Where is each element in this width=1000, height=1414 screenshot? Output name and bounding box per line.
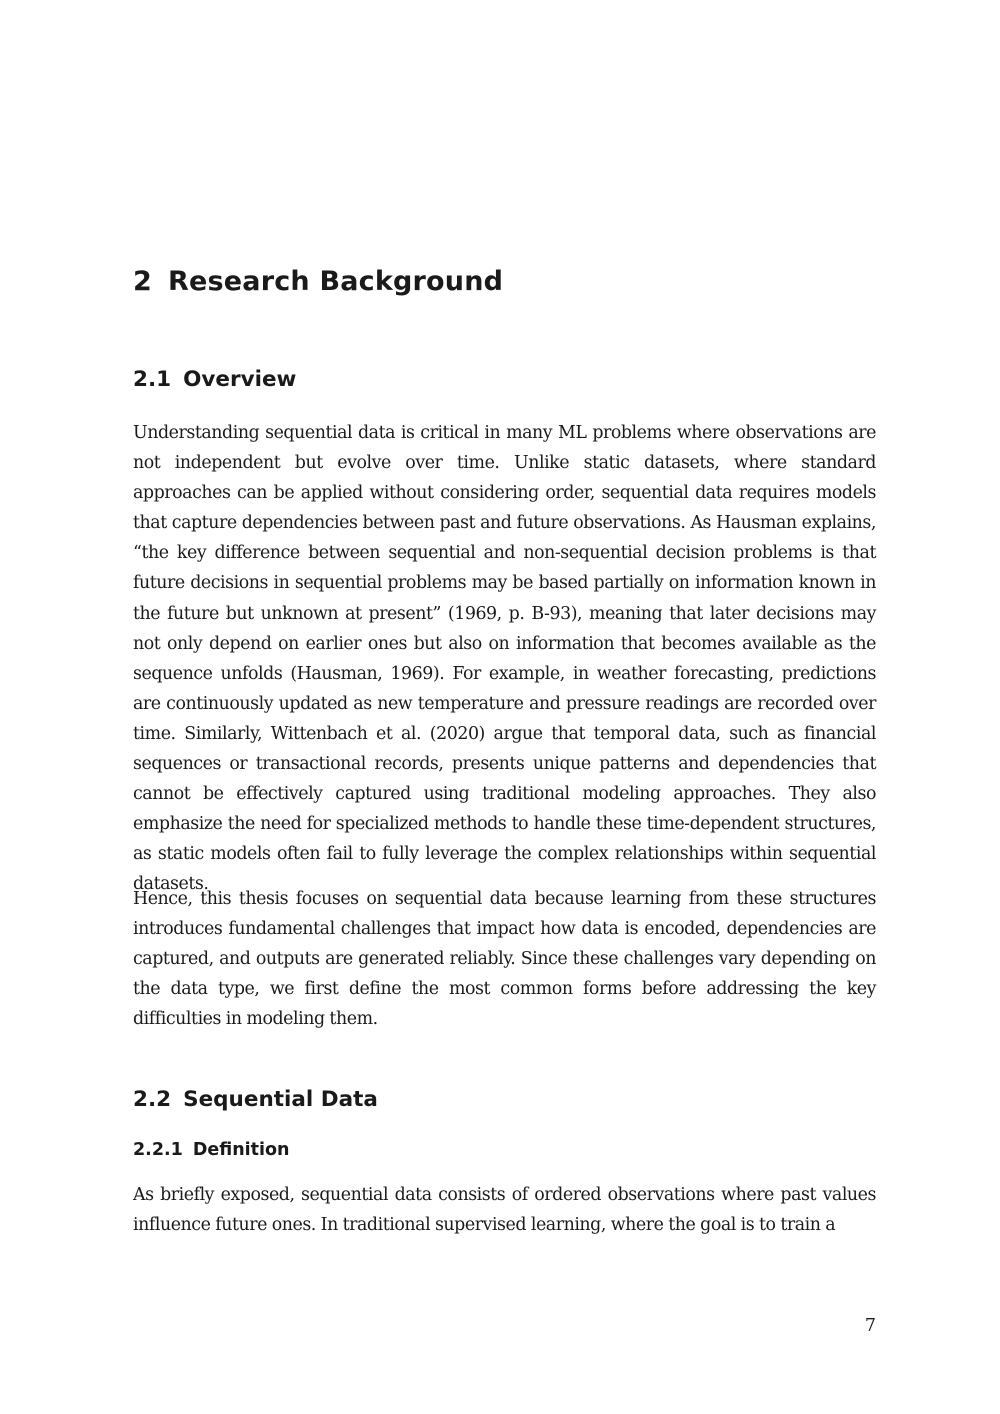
- chapter-title: Research Background: [168, 266, 504, 297]
- section-title: Overview: [183, 367, 297, 392]
- chapter-heading: [133, 266, 876, 297]
- page-number: 7: [864, 1316, 876, 1336]
- section-number: 2.2: [133, 1087, 172, 1112]
- subsection-number: 2.2.1: [133, 1140, 183, 1160]
- section-number: 2.1: [133, 367, 172, 392]
- subsection-title: Definition: [192, 1140, 290, 1160]
- section-title: Sequential Data: [183, 1087, 378, 1112]
- subsection-heading-definition: [133, 1140, 876, 1160]
- overview-paragraph-1: Understanding sequential data is critical in many ML problems where observations are not independent but evolve over time. Unlike static datasets, where standard approaches can be applied without considering order, sequential data requires models that capture dependencies between past and future observations. As Hausman explains, “the key difference between sequential and non-sequential decision problems is that future decisions in sequential problems may be based partially on information known in the future but unknown at present” (1969, p. B-93), meaning that later decisions may not only depend on earlier ones but also on information that becomes available as the sequence unfolds (Hausman, 1969). For example, in weather forecasting, predictions are continuously updated as new temperature and pressure readings are recorded over time. Similarly, Wittenbach et al. (2020) argue that temporal data, such as financial sequences or transactional records, presents unique patterns and dependencies that cannot be effectively captured using traditional modeling approaches. They also emphasize the need for specialized methods to handle these time-dependent structures, as static models often fail to fully leverage the complex relationships within sequential datasets.: [133, 423, 876, 895]
- overview-paragraph-2: Hence, this thesis focuses on sequential data because learning from these structures introduces fundamental challenges that impact how data is encoded, dependencies are captured, and outputs are generated reliably. Since these challenges vary depending on the data type, we first define the most common forms before addressing the key difficulties in modeling them.: [133, 889, 876, 1030]
- section-heading-overview: [133, 367, 876, 392]
- chapter-number: 2: [133, 266, 152, 297]
- definition-paragraph-1: As briefly exposed, sequential data consists of ordered observations where past values influence future ones. In traditional supervised learning, where the goal is to train a: [133, 1185, 876, 1236]
- section-heading-sequential-data: [133, 1087, 876, 1112]
